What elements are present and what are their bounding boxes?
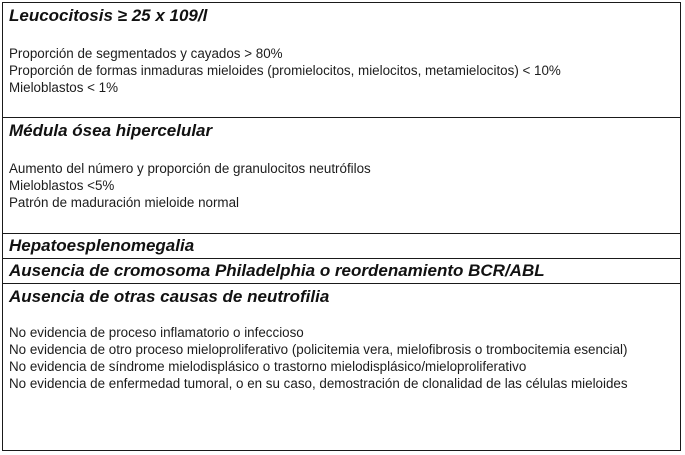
criterion-medula-osea [3, 118, 680, 234]
criterion-title: Ausencia de cromosoma Philadelphia o reordenamiento BCR/ABL [9, 261, 545, 280]
criterion-item: No evidencia de síndrome mielodisplásico o trastorno mielodisplásico/mieloproliferativo [9, 359, 527, 374]
criterion-item: Proporción de segmentados y cayados > 80% [9, 46, 283, 61]
criterion-items [9, 308, 680, 404]
criterion-item: Proporción de formas inmaduras mieloides (promielocitos, mielocitos, metamielocitos) < 10% [9, 63, 561, 78]
criterion-title: Hepatoesplenomegalia [9, 236, 195, 255]
criterion-otras-causas [3, 284, 680, 450]
criteria-table [2, 2, 681, 451]
criterion-items [9, 27, 680, 108]
criterion-title: Ausencia de otras causas de neutrofilia [9, 287, 330, 306]
criterion-item: No evidencia de enfermedad tumoral, o en su caso, demostración de clonalidad de las células mieloides [9, 376, 628, 391]
criterion-items [9, 142, 680, 223]
criterion-title: Leucocitosis ≥ 25 x 109/l [9, 6, 208, 25]
criterion-hepatoesplenomegalia [3, 234, 680, 259]
criterion-title: Médula ósea hipercelular [9, 121, 213, 140]
criterion-item: Mieloblastos < 1% [9, 80, 119, 95]
criterion-leucocitosis [3, 3, 680, 118]
criterion-item: Mieloblastos <5% [9, 178, 115, 193]
criterion-item: No evidencia de proceso inflamatorio o infeccioso [9, 325, 304, 340]
criterion-philadelphia [3, 259, 680, 284]
criterion-item: Aumento del número y proporción de granulocitos neutrófilos [9, 161, 371, 176]
criterion-item: Patrón de maduración mieloide normal [9, 195, 239, 210]
criterion-item: No evidencia de otro proceso mieloproliferativo (policitemia vera, mielofibrosis o trombocitemia esencial) [9, 342, 628, 357]
